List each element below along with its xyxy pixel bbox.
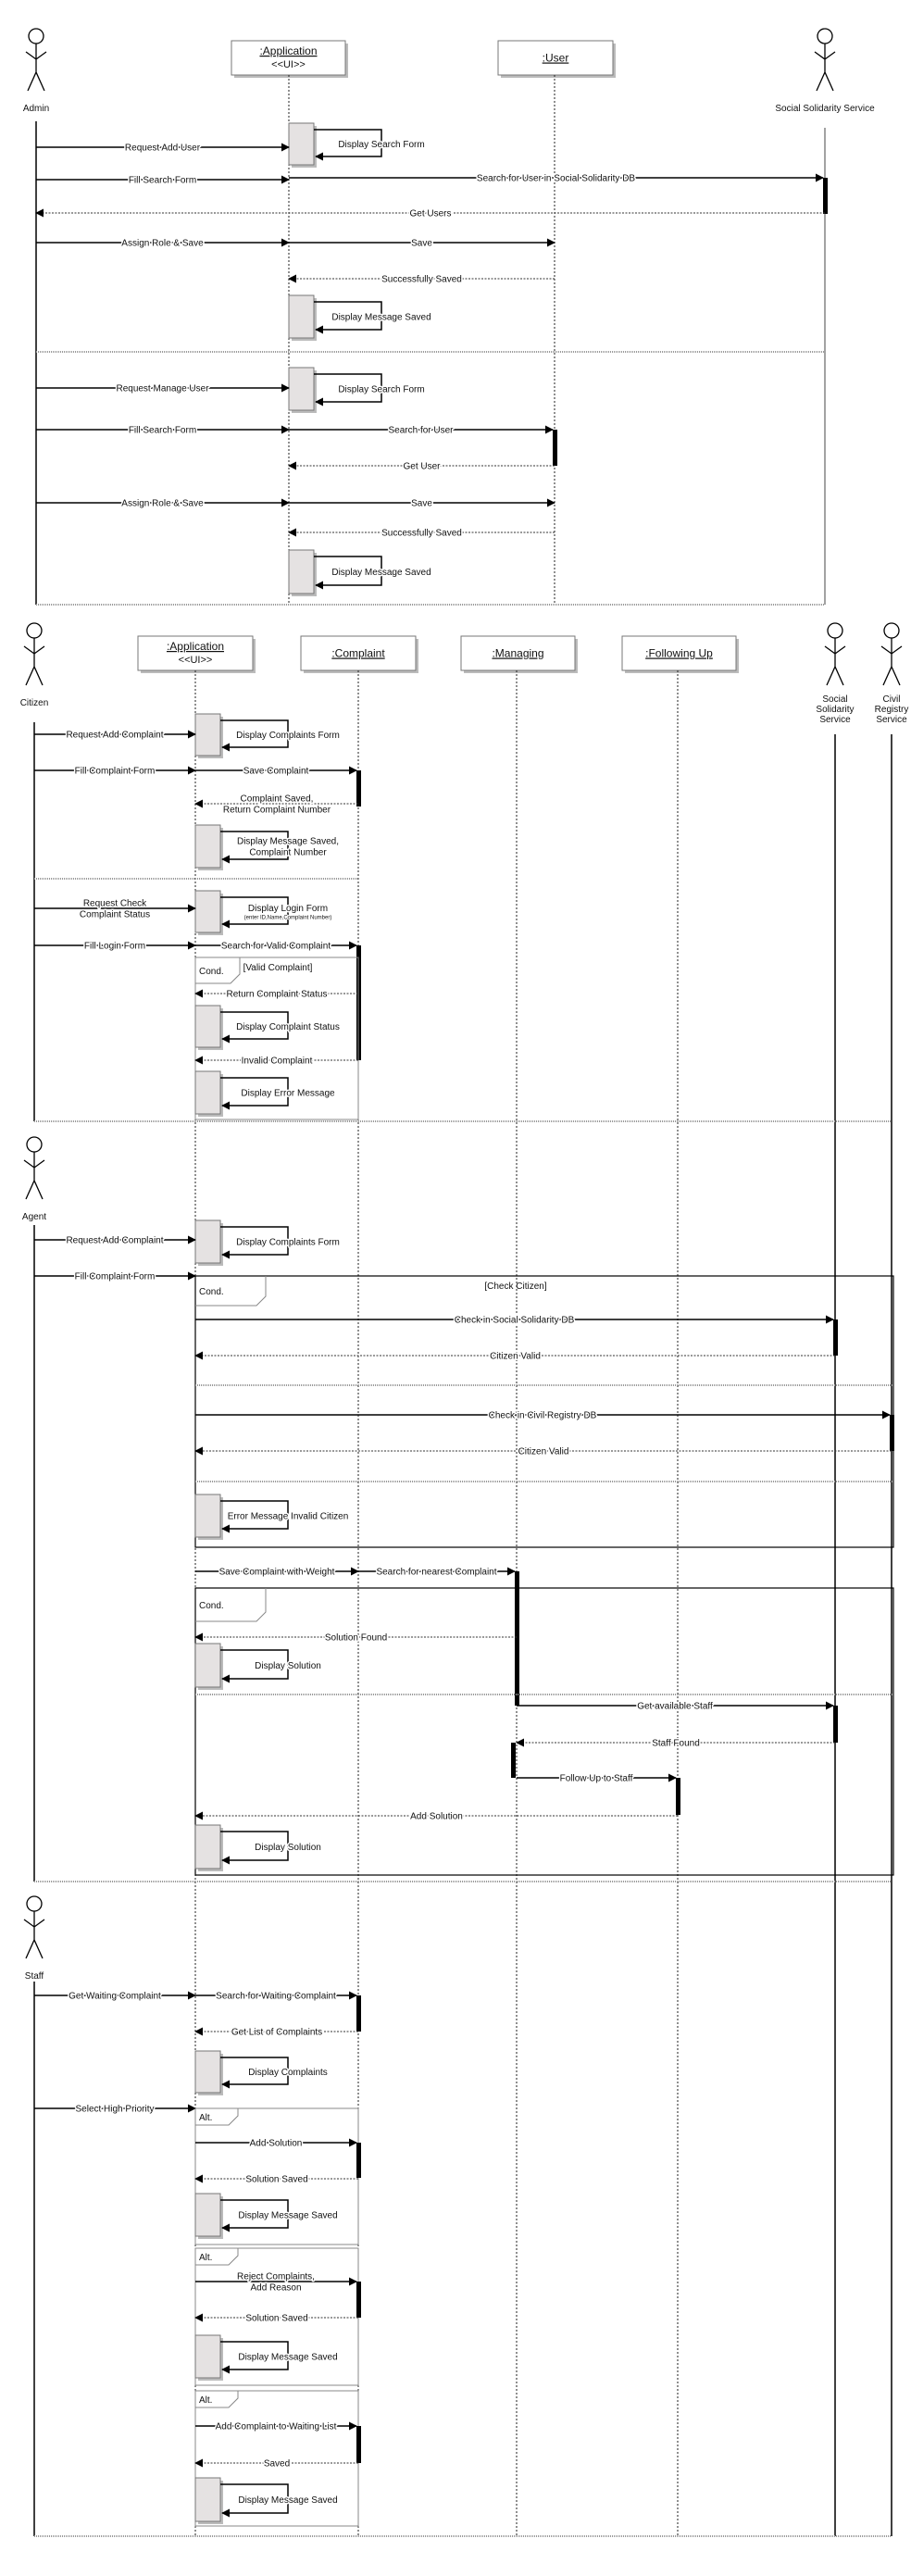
- actor-head-icon: [27, 623, 42, 638]
- message-label: Complaint Status: [79, 909, 151, 920]
- message-label: Request Add Complaint: [66, 730, 164, 741]
- activation-box: [195, 891, 220, 932]
- fragment-operator: Alt.: [199, 2395, 213, 2406]
- actor-admin: [23, 29, 49, 114]
- activation-box: [195, 1071, 220, 1114]
- actor-citizen: [20, 623, 49, 708]
- message-label: Request Add User: [124, 143, 201, 154]
- message-label: Reject Complaints,: [237, 2271, 315, 2282]
- object-application-2[interactable]: [138, 636, 256, 673]
- return-label: Successfully Saved: [381, 274, 462, 285]
- self-call-label: Display Complaints: [248, 2068, 328, 2078]
- self-call-label: Display Error Message: [241, 1088, 335, 1099]
- return-label: Complaint Saved,: [240, 794, 314, 805]
- actor-head-icon: [817, 29, 832, 44]
- self-call-label: Display Search Form: [338, 384, 425, 395]
- message-label: Fill Complaint Form: [74, 766, 156, 777]
- stick-figure-icon: [881, 638, 902, 685]
- stick-figure-icon: [24, 1911, 44, 1958]
- message-label: Check in Civil Registry DB: [488, 1410, 597, 1421]
- activation-box: [195, 2478, 220, 2521]
- message-label: Check in Social Solidarity DB: [454, 1315, 575, 1326]
- message-label: Follow Up to Staff: [559, 1773, 633, 1784]
- self-call-label: Error Message Invalid Citizen: [227, 1511, 349, 1522]
- message-label: Search for Valid Complaint: [220, 941, 331, 952]
- activation-box: [289, 368, 314, 410]
- actor-social-solidarity-service: [775, 29, 875, 114]
- return-label: Invalid Complaint: [241, 1056, 313, 1067]
- activation-box: [195, 1825, 220, 1869]
- actor-head-icon: [27, 1137, 42, 1152]
- fragment-guard: [Check Citizen]: [484, 1282, 547, 1292]
- message-label: Request Add Complaint: [66, 1235, 164, 1246]
- actor-admin-label: Admin: [22, 104, 50, 114]
- object-application[interactable]: [231, 41, 348, 78]
- activation-bar: [356, 1995, 361, 2032]
- activation-box: [195, 2335, 220, 2378]
- activation-box: [195, 1006, 220, 1047]
- object-complaint[interactable]: [301, 636, 418, 673]
- object-following-up-name: :Following Up: [645, 646, 713, 660]
- self-call-label: Display Solution: [255, 1661, 321, 1671]
- fragment-operator: Alt.: [199, 2253, 213, 2263]
- activation-bar: [356, 2282, 361, 2318]
- object-following-up[interactable]: [622, 636, 739, 673]
- message-label: Save: [411, 498, 432, 509]
- actor-civil-registry-service-label: Registry: [874, 705, 909, 715]
- activation-box: [195, 1220, 220, 1263]
- fragment-operator: Cond.: [199, 967, 224, 977]
- activation-box: [289, 295, 314, 338]
- object-application-stereotype: <<UI>>: [271, 59, 306, 70]
- return-label: Staff Found: [652, 1738, 700, 1749]
- message-label: Save: [411, 238, 432, 249]
- self-call-label: Display Solution: [255, 1843, 321, 1853]
- actor-head-icon: [828, 623, 842, 638]
- activation-bar: [515, 1571, 519, 1706]
- actor-citizen-label: Citizen: [19, 698, 49, 708]
- activation-bar: [823, 178, 828, 214]
- actor-social-solidarity-service-2: [816, 623, 854, 725]
- actor-social-solidarity-service-2-label: Service: [819, 715, 851, 725]
- activation-box: [195, 2051, 220, 2093]
- activation-bar: [511, 1743, 516, 1778]
- actor-staff-label: Staff: [24, 1971, 44, 1982]
- message-label: Assign Role & Save: [121, 498, 204, 509]
- message-label: Search for User in Social Solidarity DB: [476, 173, 636, 184]
- activation-bar: [356, 2426, 361, 2463]
- activation-bar: [553, 430, 557, 466]
- fragment-operator: Cond.: [199, 1287, 224, 1297]
- message-label: Add Complaint to Waiting List: [215, 2421, 337, 2432]
- activation-box: [195, 2194, 220, 2236]
- message-label: Get available Staff: [637, 1701, 713, 1712]
- return-label: Solution Found: [324, 1632, 388, 1644]
- self-call-label: Complaint Number: [249, 847, 327, 858]
- self-call-label: Display Login Form: [247, 904, 329, 914]
- object-application-2-stereotype: <<UI>>: [178, 655, 213, 666]
- return-label: Get List of Complaints: [231, 2027, 323, 2038]
- message-label: Request Manage User: [116, 383, 209, 394]
- return-label: Solution Saved: [245, 2313, 308, 2324]
- actor-head-icon: [29, 29, 44, 44]
- message-label: Fill Login Form: [83, 941, 146, 952]
- actor-staff: [24, 1896, 44, 1982]
- activation-box: [289, 123, 314, 165]
- fragment-operator: Cond.: [199, 1601, 224, 1611]
- self-call-note: (enter ID,Name,Complaint Number): [243, 915, 332, 921]
- self-call-label: Display Message Saved: [331, 568, 431, 578]
- message-label: Search for User: [388, 425, 454, 436]
- message-label: Assign Role & Save: [121, 238, 204, 249]
- activation-box: [195, 825, 220, 868]
- self-call-label: Display Complaint Status: [236, 1022, 340, 1032]
- message-label: Fill Complaint Form: [74, 1271, 156, 1282]
- actor-social-solidarity-service-2-label: Solidarity: [816, 705, 855, 715]
- message-label: Save Complaint with Weight: [218, 1567, 335, 1578]
- object-managing-name: :Managing: [492, 646, 544, 660]
- fragment-guard: [Valid Complaint]: [243, 963, 313, 973]
- message-label: Add Reason: [250, 2282, 302, 2294]
- return-label: Return Complaint Number: [222, 805, 331, 816]
- message-label: Fill Search Form: [128, 175, 197, 186]
- message-label: Save Complaint: [243, 766, 309, 777]
- object-complaint-name: :Complaint: [331, 646, 385, 660]
- activation-bar: [833, 1319, 838, 1356]
- message-label: Search for Waiting Complaint: [216, 1991, 336, 2002]
- actor-agent: [22, 1137, 46, 1222]
- actor-head-icon: [27, 1896, 42, 1911]
- return-label: Citizen Valid: [490, 1351, 541, 1362]
- stick-figure-icon: [24, 638, 44, 685]
- message-label: Add Solution: [249, 2138, 303, 2149]
- activation-bar: [833, 1706, 838, 1743]
- activation-box: [289, 550, 314, 594]
- message-label: Search for nearest Complaint: [376, 1567, 497, 1578]
- activation-box: [195, 1644, 220, 1687]
- message-label: Get Waiting Complaint: [69, 1991, 161, 2002]
- object-managing[interactable]: [461, 636, 578, 673]
- return-label: Add Solution: [410, 1811, 463, 1822]
- actor-head-icon: [884, 623, 899, 638]
- activation-bar: [676, 1778, 680, 1815]
- return-label: Get Users: [409, 208, 452, 219]
- self-call-label: Display Message Saved: [238, 2352, 338, 2363]
- message-label: Select High Priority: [75, 2104, 155, 2115]
- actor-civil-registry-service: [875, 623, 909, 725]
- self-call-label: Display Message Saved: [331, 312, 431, 323]
- object-user[interactable]: [498, 41, 616, 78]
- actor-social-solidarity-service-2-label: Social: [822, 694, 848, 705]
- return-label: Return Complaint Status: [226, 989, 328, 1000]
- activation-box: [195, 1494, 220, 1537]
- self-call-label: Display Message Saved: [238, 2210, 338, 2221]
- stick-figure-icon: [26, 44, 46, 91]
- stick-figure-icon: [815, 44, 835, 91]
- actor-civil-registry-service-label: Civil: [882, 694, 901, 705]
- object-application-name: :Application: [259, 44, 318, 57]
- message-label: Fill Search Form: [128, 425, 197, 436]
- return-label: Get User: [403, 461, 441, 472]
- self-call-label: Display Message Saved: [238, 2495, 338, 2506]
- object-user-name: :User: [542, 51, 569, 65]
- self-call-label: Display Search Form: [338, 140, 425, 150]
- return-label: Saved: [263, 2458, 291, 2470]
- activation-bar: [356, 770, 361, 807]
- return-label: Successfully Saved: [381, 528, 462, 539]
- self-call-label: Display Complaints Form: [236, 1237, 340, 1248]
- return-label: Solution Saved: [245, 2174, 308, 2185]
- activation-box: [195, 714, 220, 756]
- activation-bar: [890, 1415, 894, 1451]
- fragment-operator: Alt.: [199, 2113, 213, 2123]
- actor-civil-registry-service-label: Service: [876, 715, 907, 725]
- self-call-label: Display Complaints Form: [236, 731, 340, 741]
- return-label: Citizen Valid: [518, 1446, 569, 1457]
- self-call-label: Display Message Saved,: [236, 836, 340, 847]
- object-application-2-name: :Application: [166, 640, 225, 653]
- stick-figure-icon: [825, 638, 845, 685]
- activation-bar: [356, 2143, 361, 2178]
- message-label: Request Check: [82, 898, 147, 909]
- stick-figure-icon: [24, 1152, 44, 1199]
- combined-fragment: [195, 1588, 893, 1875]
- actor-social-solidarity-service-label: Social Solidarity Service: [775, 104, 875, 114]
- actor-agent-label: Agent: [21, 1212, 47, 1222]
